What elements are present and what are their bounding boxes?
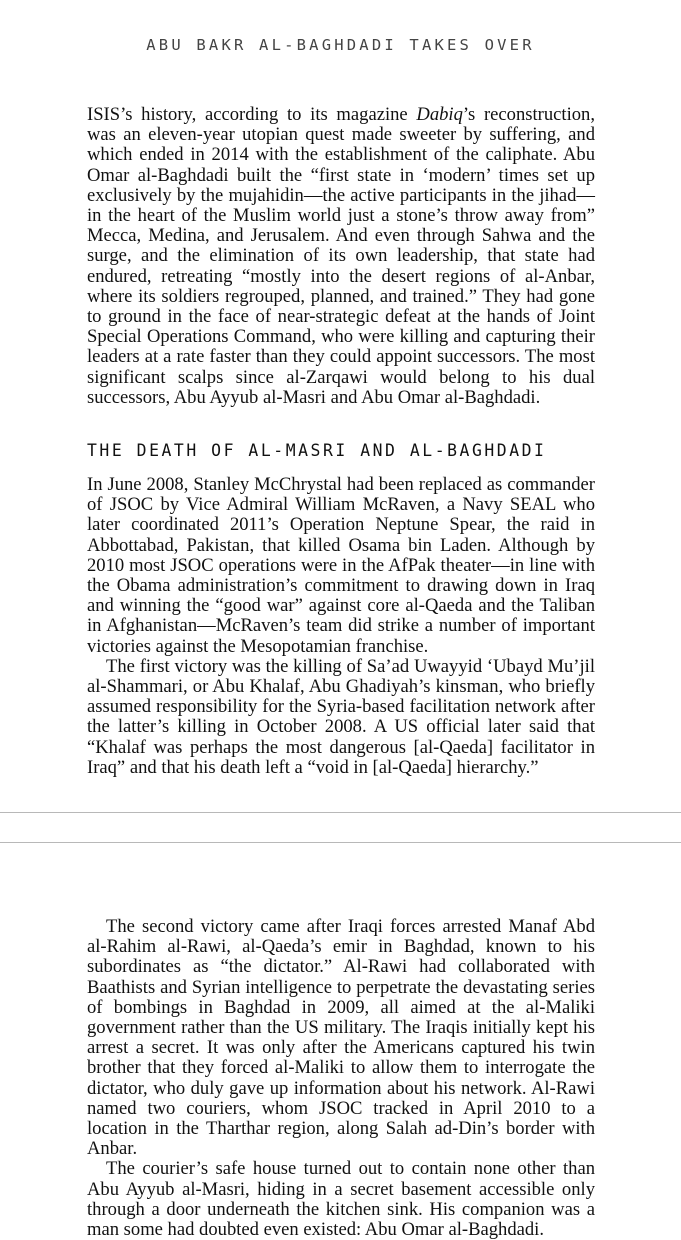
magazine-title-italic: Dabiq <box>416 104 463 125</box>
section-paragraph: In June 2008, Stanley McChrystal had been replaced as commander of JSOC by Vice Admiral William McRaven, a Navy SEAL who later coordinated 2011’s Operation Neptune Spear, the raid in Abbottabad, Pakistan, that killed Osama bin Laden. Although by 2010 most JSOC operations were in the AfPak theater—in line with the Obama administration’s commitment to drawing down in Iraq and winning the “good war” against core al-Qaeda and the Taliban in Afghanistan—McRaven’s team did strike a number of important victories against the Mesopotamian franchise. <box>87 474 595 657</box>
intro-paragraph-start: ISIS’s history, according to its magazine <box>87 104 417 125</box>
page-break-divider-top <box>0 812 681 813</box>
continued-text-block <box>87 917 595 1240</box>
page-break <box>0 812 681 843</box>
section-paragraph: The first victory was the killing of Sa’ad Uwayyid ‘Ubayd Mu’jil al-Shammari, or Abu Khalaf, Abu Ghadiyah’s kinsman, who briefly assumed responsibility for the Syria-based facilitation network after the latter’s killing in October 2008. A US official later said that “Khalaf was perhaps the most dangerous [al-Qaeda] facilitator in Iraq” and that his death left a “void in [al-Qaeda] hierarchy.” <box>87 655 595 778</box>
intro-paragraph-rest: ’s reconstruction, was an eleven-year utopian quest made sweeter by suffering, and which ended in 2014 with the establishment of the caliphate. Abu Omar al-Baghdadi built the “first state in ‘modern’ times set up exclusively by the mujahidin—the active participants in the jihad—in the heart of the Muslim world just a stone’s throw away from” Mecca, Medina, and Jerusalem. And even through Sahwa and the surge, and the elimination of its own leadership, that state had endured, retreating “mostly into the desert regions of al-Anbar, where its soldiers regrouped, planned, and trained.” They had gone to ground in the face of near-strategic defeat at the hands of Joint Special Operations Command, who were killing and capturing their leaders at a rate faster than they could appoint successors. The most significant scalps since al-Zarqawi would belong to his dual successors, Abu Ayyub al-Masri and Abu Omar al-Baghdadi. <box>87 104 595 408</box>
section-text-block <box>87 475 595 778</box>
intro-paragraph <box>87 105 595 408</box>
intro-text-block <box>87 105 595 408</box>
section-heading: THE DEATH OF AL-MASRI AND AL-BAGHDADI <box>87 441 547 460</box>
running-head: ABU BAKR AL-BAGHDADI TAKES OVER <box>146 36 535 54</box>
bottom-book-page <box>0 843 681 1240</box>
continued-paragraph: The second victory came after Iraqi forces arrested Manaf Abd al-Rahim al-Rawi, al-Qaeda’s emir in Baghdad, known to his subordinates as “the dictator.” Al-Rawi had collaborated with Baathists and Syrian intelligence to perpetrate the devastating series of bombings in Baghdad in 2009, all aimed at the al-Maliki government rather than the US military. The Iraqis initially kept his arrest a secret. It was only after the Americans captured his twin brother that they forced al-Maliki to allow them to interrogate the dictator, who duly gave up information about his network. Al-Rawi named two couriers, whom JSOC tracked in April 2010 to a location in the Tharthar region, along Salah ad-Din’s border with Anbar. <box>87 916 595 1160</box>
continued-paragraph: The courier’s safe house turned out to contain none other than Abu Ayyub al-Masri, hiding in a secret basement accessible only through a door underneath the kitchen sink. His companion was a man some had doubted even existed: Abu Omar al-Baghdadi. <box>87 1158 595 1240</box>
